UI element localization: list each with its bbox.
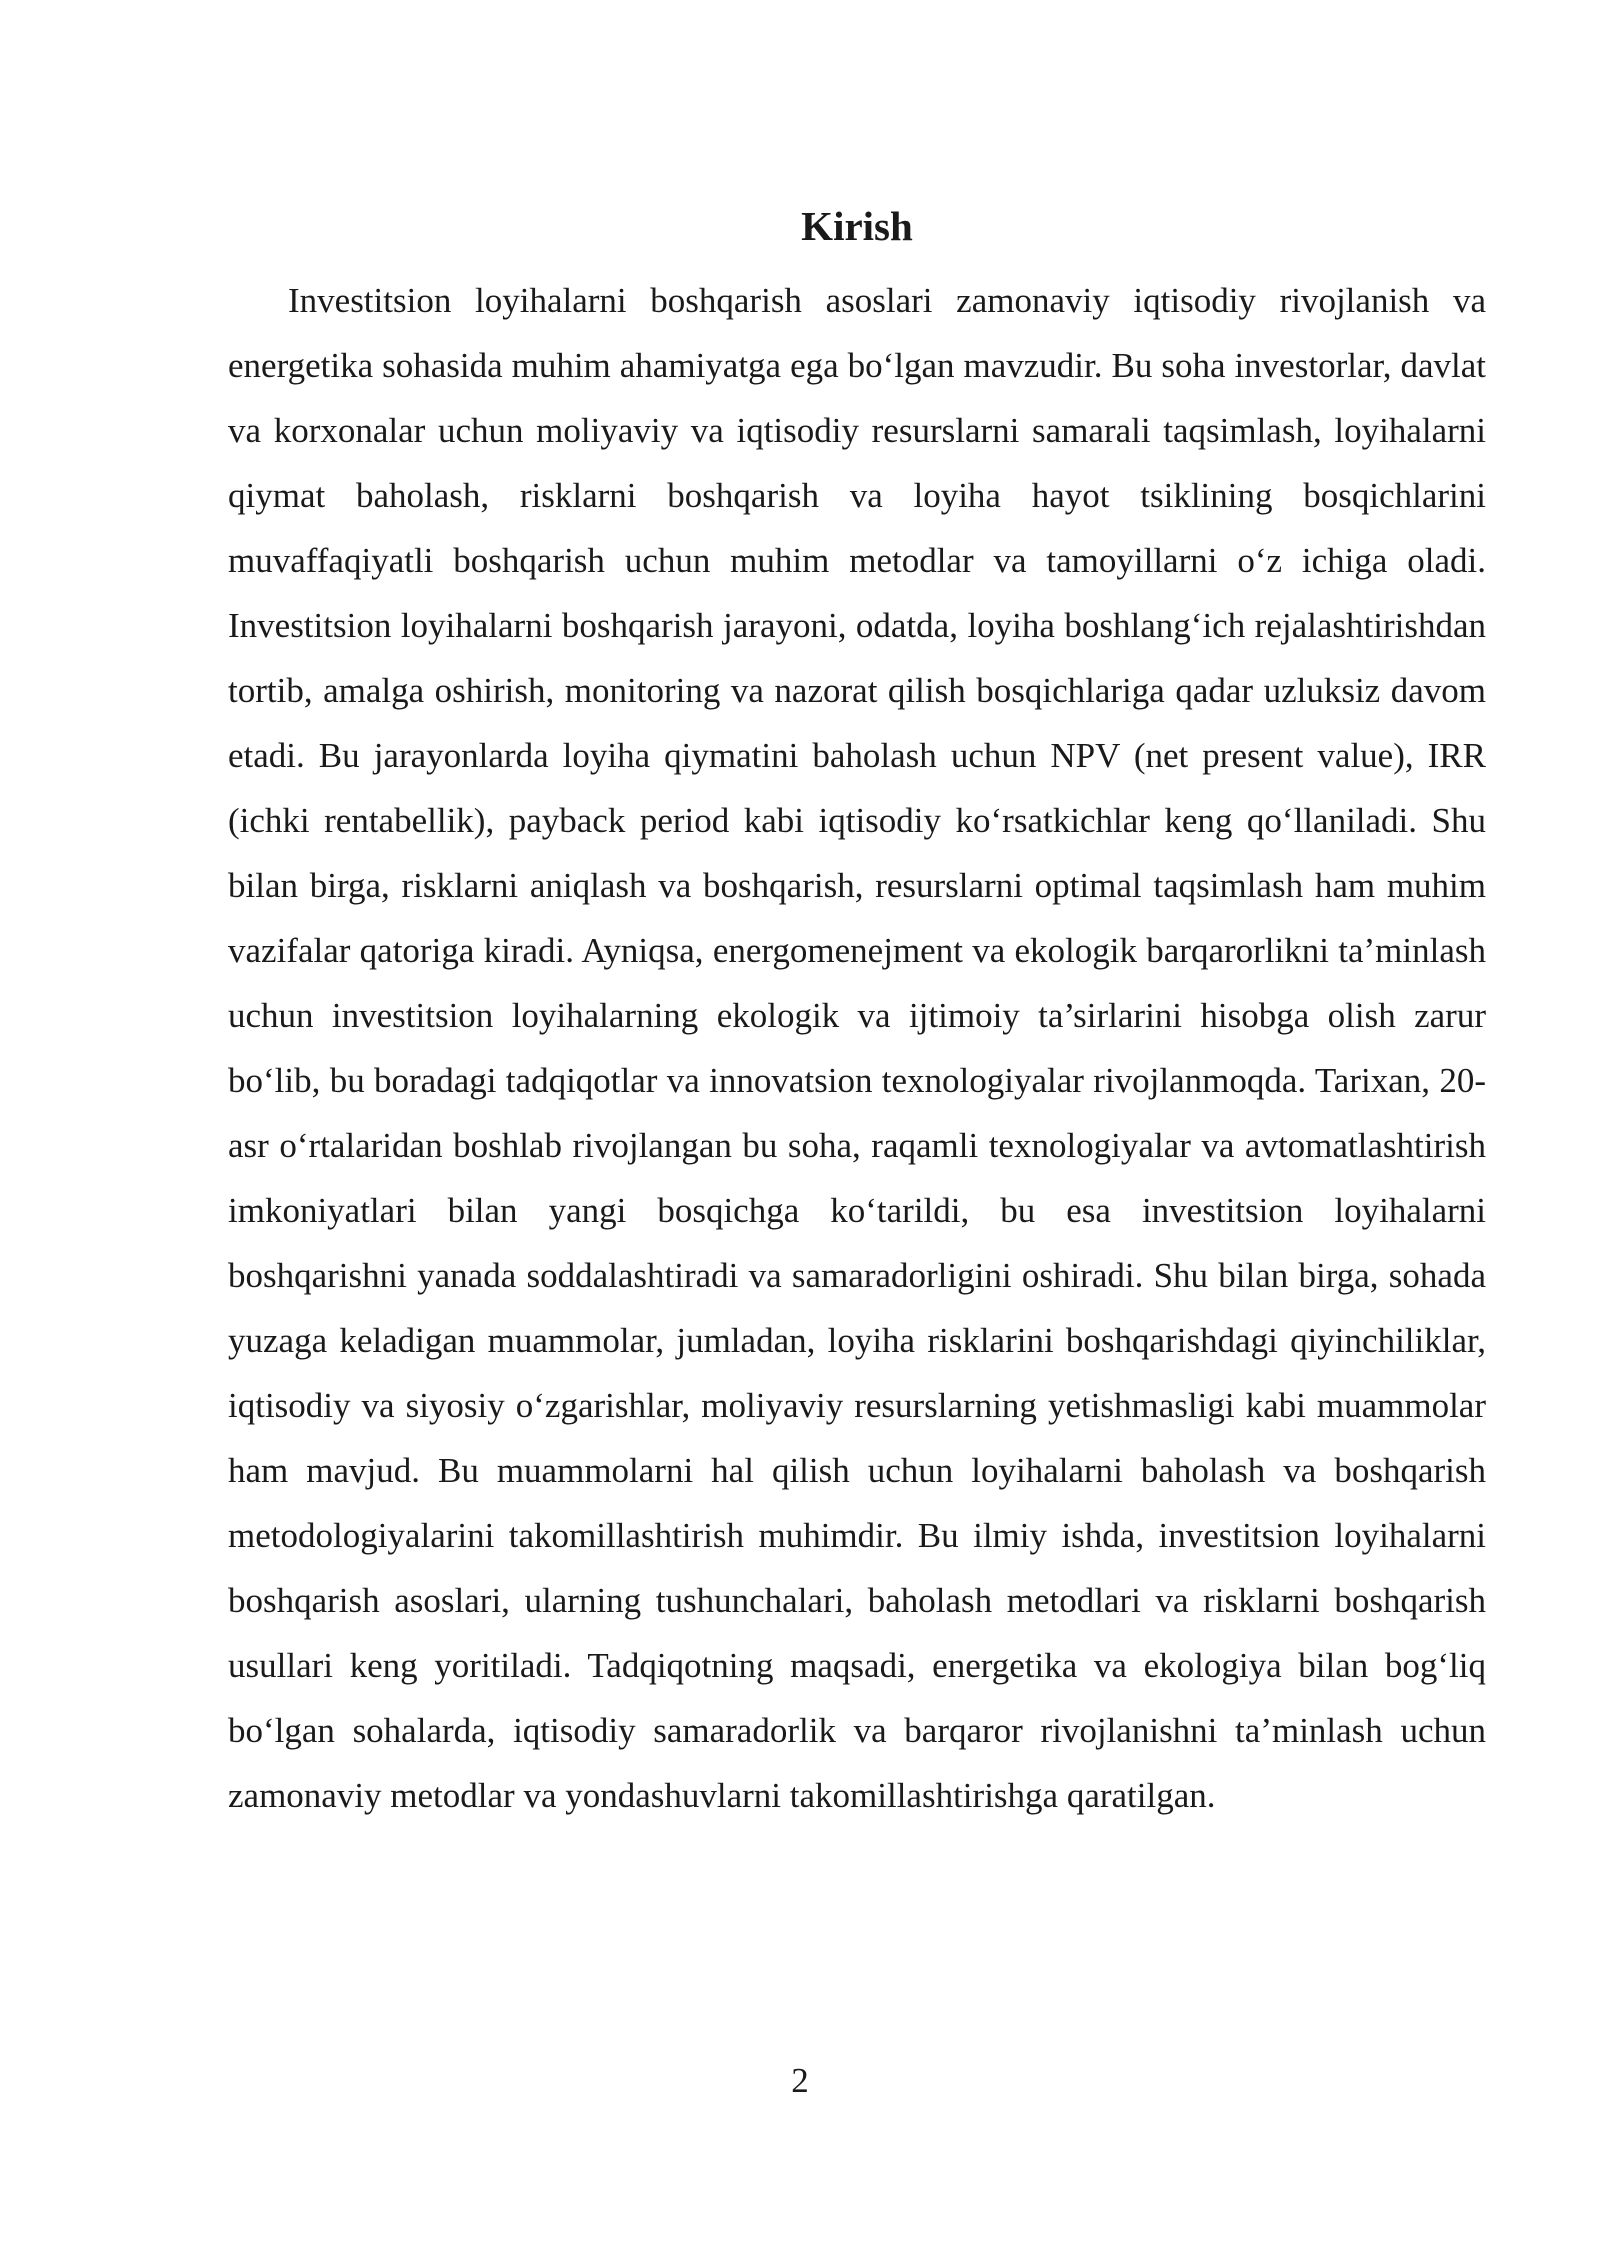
section-title: Kirish [801,203,913,249]
page-number: 2 [791,2061,809,2100]
body-paragraph: Investitsion loyihalarni boshqarish asoslari zamonaviy iqtisodiy rivojlanish va energetika sohasida muhim ahamiyatga ega bo‘lgan mavzudir. Bu soha investorlar, davlat va korxonalar uchun moliyaviy va iqtisodiy resurslarni samarali taqsimlash, loyihalarni qiymat baholash, risklarni boshqarish va loyiha hayot tsiklining bosqichlarini muvaffaqiyatli boshqarish uchun muhim metodlar va tamoyillarni o‘z ichiga oladi. Investitsion loyihalarni boshqarish jarayoni, odatda, loyiha boshlang‘ich rejalashtirishdan tortib, amalga oshirish, monitoring va nazorat qilish bosqichlariga qadar uzluksiz davom etadi. Bu jarayonlarda loyiha qiymatini baholash uchun NPV (net present value), IRR (ichki rentabellik), payback period kabi iqtisodiy ko‘rsatkichlar keng qo‘llaniladi. Shu bilan birga, risklarni aniqlash va boshqarish, resurslarni optimal taqsimlash ham muhim vazifalar qatoriga kiradi. Ayniqsa, energomenejment va ekologik barqarorlikni ta’minlash uchun investitsion loyihalarning ekologik va ijtimoiy ta’sirlarini hisobga olish zarur bo‘lib, bu boradagi tadqiqotlar va innovatsion texnologiyalar rivojlanmoqda. Tarixan, 20-asr o‘rtalaridan boshlab rivojlangan bu soha, raqamli texnologiyalar va avtomatlashtirish imkoniyatlari bilan yangi bosqichga ko‘tarildi, bu esa investitsion loyihalarni boshqarishni yanada soddalashtiradi va samaradorligini oshiradi. Shu bilan birga, sohada yuzaga keladigan muammolar, jumladan, loyiha risklarini boshqarishdagi qiyinchiliklar, iqtisodiy va siyosiy o‘zgarishlar, moliyaviy resurslarning yetishmasligi kabi muammolar ham mavjud. Bu muammolarni hal qilish uchun loyihalarni baholash va boshqarish metodologiyalarini takomillashtirish muhimdir. Bu ilmiy ishda, investitsion loyihalarni boshqarish asoslari, ularning tushunchalari, baholash metodlari va risklarni boshqarish usullari keng yoritiladi. Tadqiqotning maqsadi, energetika va ekologiya bilan bog‘liq bo‘lgan sohalarda, iqtisodiy samaradorlik va barqaror rivojlanishni ta’minlash uchun zamonaviy metodlar va yondashuvlarni takomillashtirishga qaratilgan. [228,281,1486,1815]
